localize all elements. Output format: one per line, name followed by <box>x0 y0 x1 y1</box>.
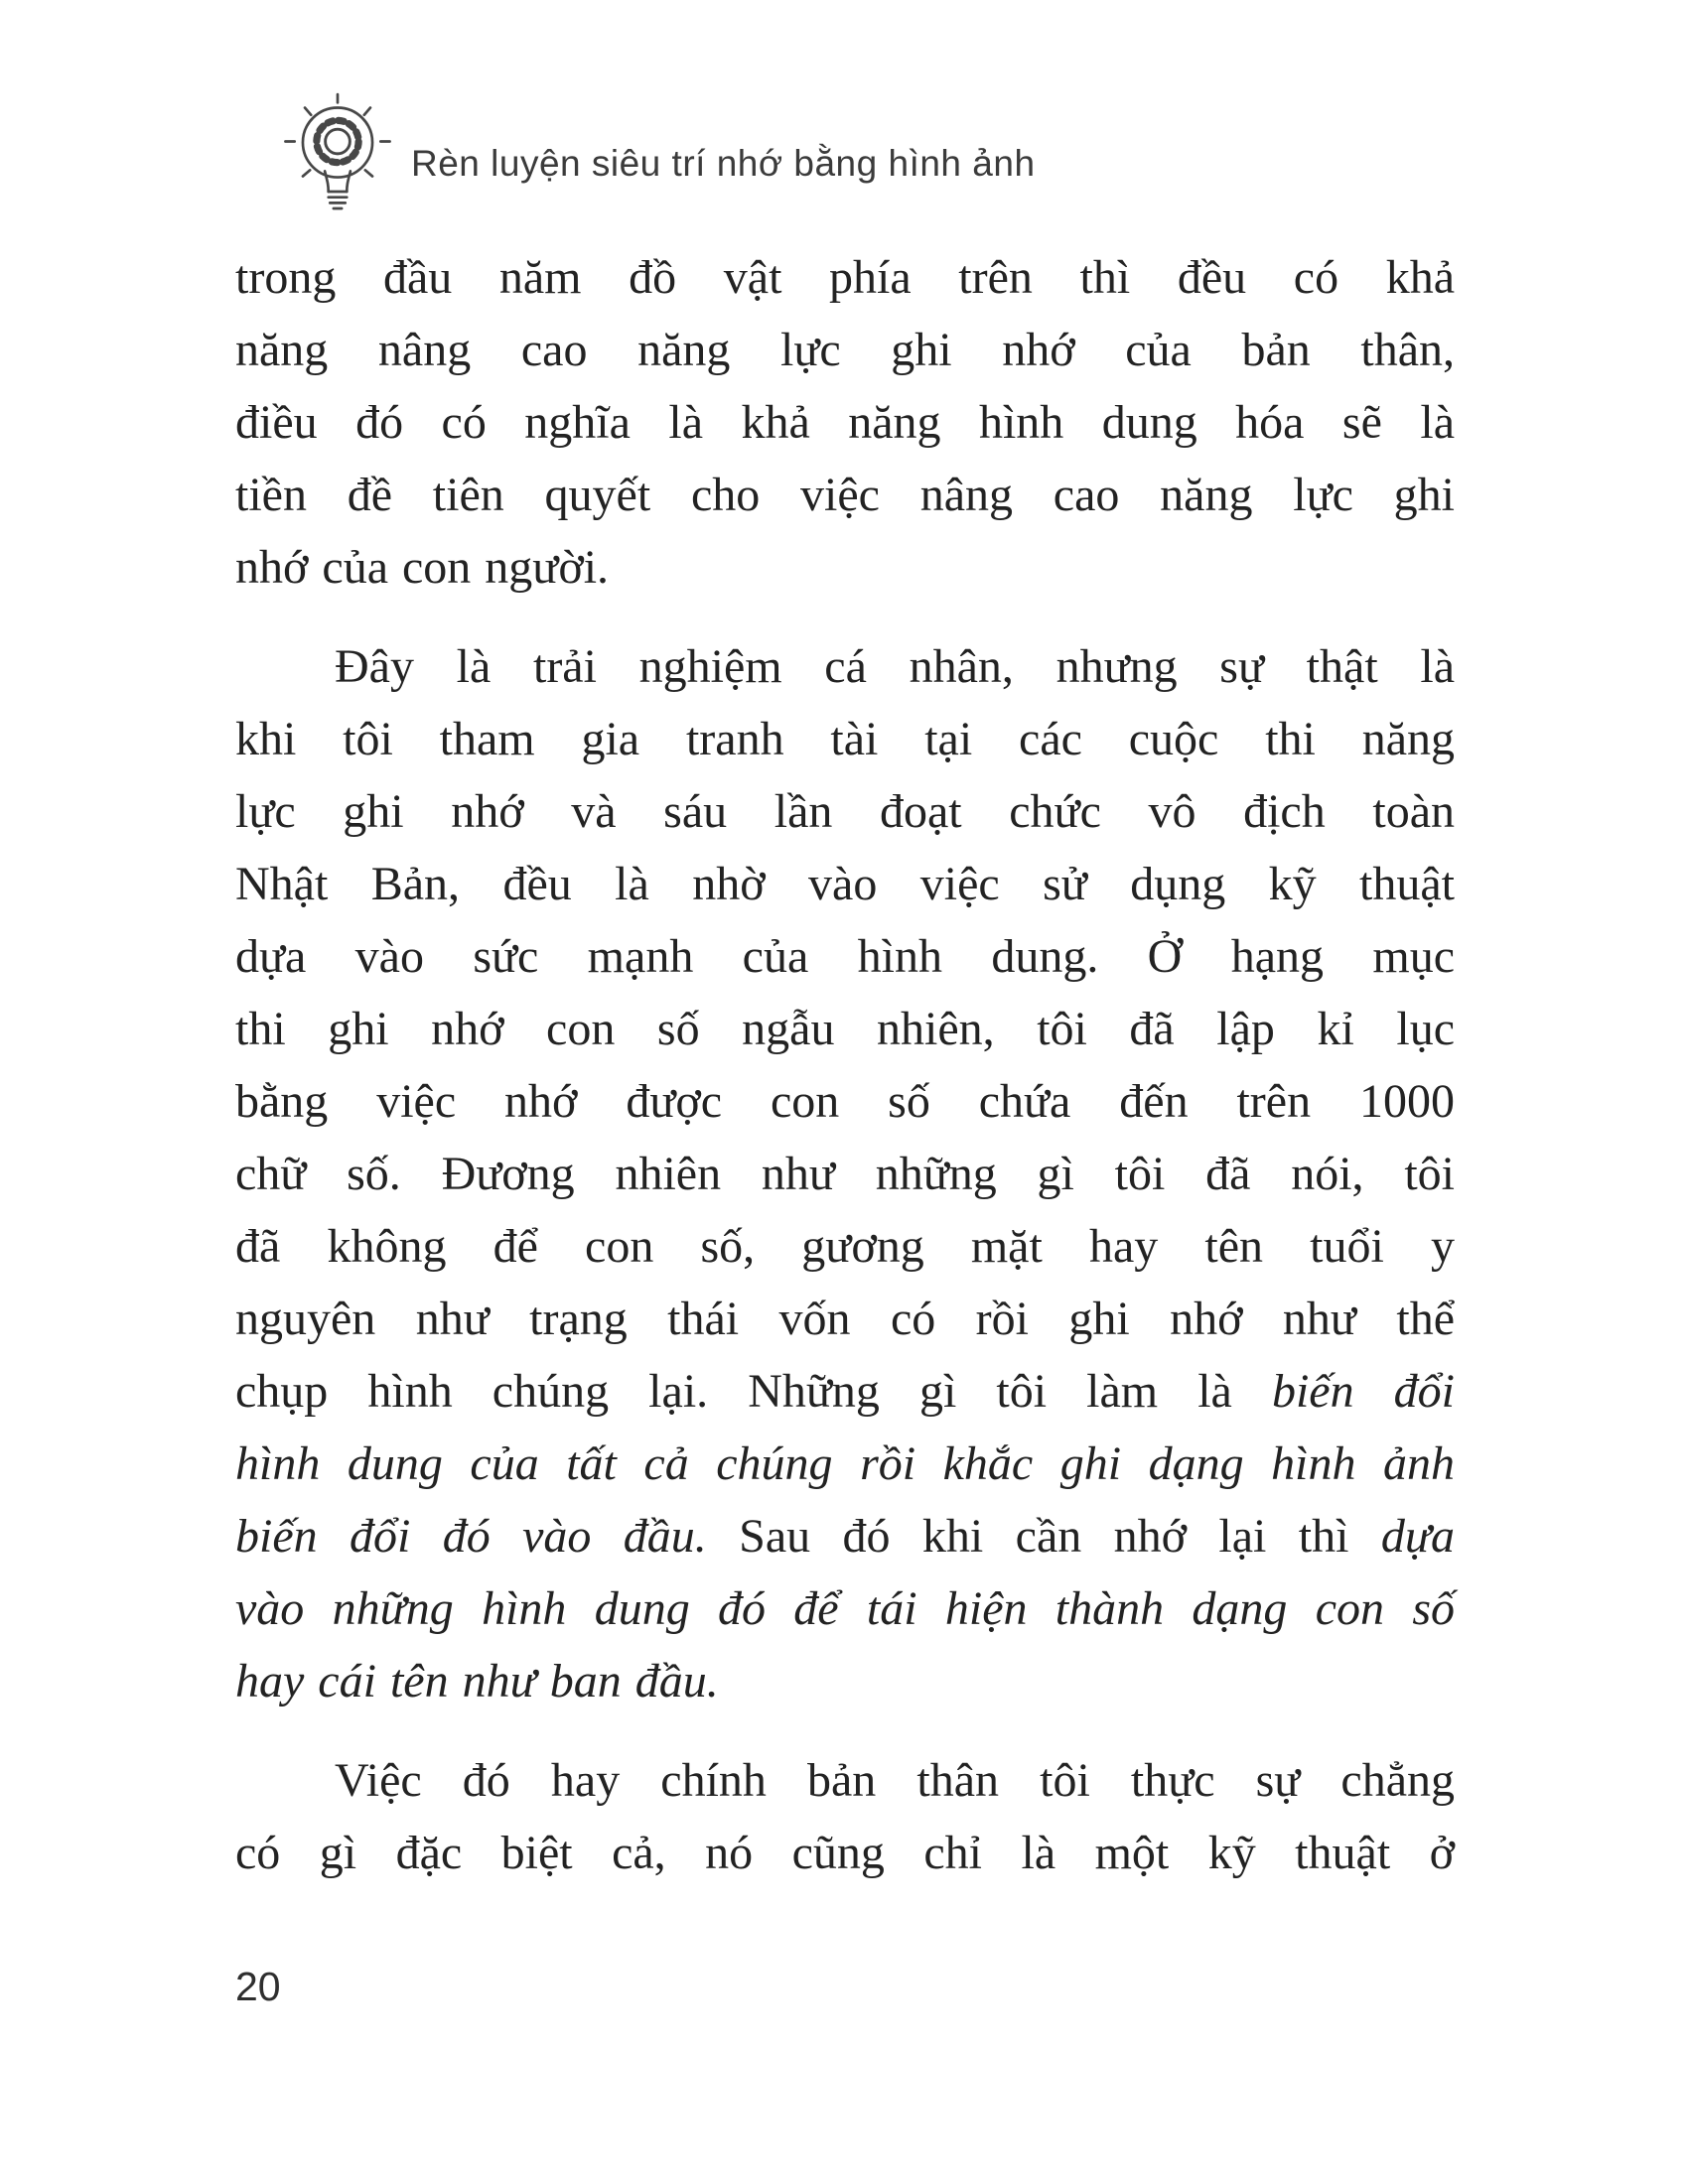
text-line <box>235 1138 1455 1210</box>
text-line <box>235 1355 1455 1428</box>
text-line <box>235 531 1455 604</box>
text-line <box>235 703 1455 775</box>
text-run: thi ghi nhớ con số ngẫu nhiên, tôi đã lập kỉ lục <box>235 1003 1455 1055</box>
lightbulb-gear-icon <box>276 91 399 224</box>
page-number: 20 <box>235 1964 281 2009</box>
text-run: khi tôi tham gia tranh tài tại các cuộc thi năng <box>235 713 1455 765</box>
paragraph <box>235 630 1455 1717</box>
text-run: có gì đặc biệt cả, nó cũng chỉ là một kỹ thuật ở <box>235 1827 1455 1879</box>
italic-text-run: biến đổi <box>1271 1365 1455 1418</box>
text-line <box>235 775 1455 848</box>
text-line <box>235 1572 1455 1645</box>
text-run: tiền đề tiên quyết cho việc nâng cao năng lực ghi <box>235 469 1455 521</box>
running-header <box>276 91 1036 224</box>
text-line <box>235 848 1455 920</box>
text-run: Đây là trải nghiệm cá nhân, nhưng sự thật là <box>335 640 1455 693</box>
text-run: chụp hình chúng lại. Những gì tôi làm là <box>235 1365 1272 1418</box>
italic-text-run: hay cái tên như ban đầu. <box>235 1655 719 1707</box>
running-header-title: Rèn luyện siêu trí nhớ bằng hình ảnh <box>411 143 1036 184</box>
text-line <box>235 1645 1455 1717</box>
text-line <box>235 1817 1455 1889</box>
text-line <box>235 630 1455 703</box>
text-run: nguyên như trạng thái vốn có rồi ghi nhớ như thể <box>235 1293 1455 1345</box>
italic-text-run: dựa <box>1380 1510 1455 1563</box>
text-run: chữ số. Đương nhiên như những gì tôi đã nói, tôi <box>235 1148 1455 1200</box>
text-run: Sau đó khi cần nhớ lại thì <box>706 1510 1381 1563</box>
text-run: lực ghi nhớ và sáu lần đoạt chức vô địch toàn <box>235 785 1455 838</box>
text-run: nhớ của con người. <box>235 541 610 594</box>
text-run: đã không để con số, gương mặt hay tên tuổi y <box>235 1220 1455 1273</box>
text-line <box>235 314 1455 386</box>
text-run: năng nâng cao năng lực ghi nhớ của bản thân, <box>235 324 1455 376</box>
text-line <box>235 1428 1455 1500</box>
text-run: Việc đó hay chính bản thân tôi thực sự chẳng <box>335 1754 1455 1807</box>
text-line <box>235 1210 1455 1283</box>
text-line <box>235 386 1455 459</box>
paragraph <box>235 1744 1455 1889</box>
paragraph <box>235 241 1455 604</box>
page-body <box>235 241 1455 1889</box>
text-line <box>235 1500 1455 1572</box>
text-line <box>235 993 1455 1065</box>
text-run: điều đó có nghĩa là khả năng hình dung hóa sẽ là <box>235 396 1455 449</box>
italic-text-run: hình dung của tất cả chúng rồi khắc ghi dạng hình ảnh <box>235 1437 1455 1490</box>
text-line <box>235 1283 1455 1355</box>
text-line <box>235 459 1455 531</box>
text-line <box>235 241 1455 314</box>
text-run: trong đầu năm đồ vật phía trên thì đều có khả <box>235 251 1455 304</box>
text-line <box>235 920 1455 993</box>
text-line <box>235 1744 1455 1817</box>
text-run: dựa vào sức mạnh của hình dung. Ở hạng mục <box>235 930 1455 983</box>
text-run: bằng việc nhớ được con số chứa đến trên 1000 <box>235 1075 1455 1128</box>
italic-text-run: biến đổi đó vào đầu. <box>235 1510 707 1563</box>
text-run: Nhật Bản, đều là nhờ vào việc sử dụng kỹ thuật <box>235 858 1455 910</box>
text-line <box>235 1065 1455 1138</box>
italic-text-run: vào những hình dung đó để tái hiện thành dạng con số <box>235 1582 1455 1635</box>
